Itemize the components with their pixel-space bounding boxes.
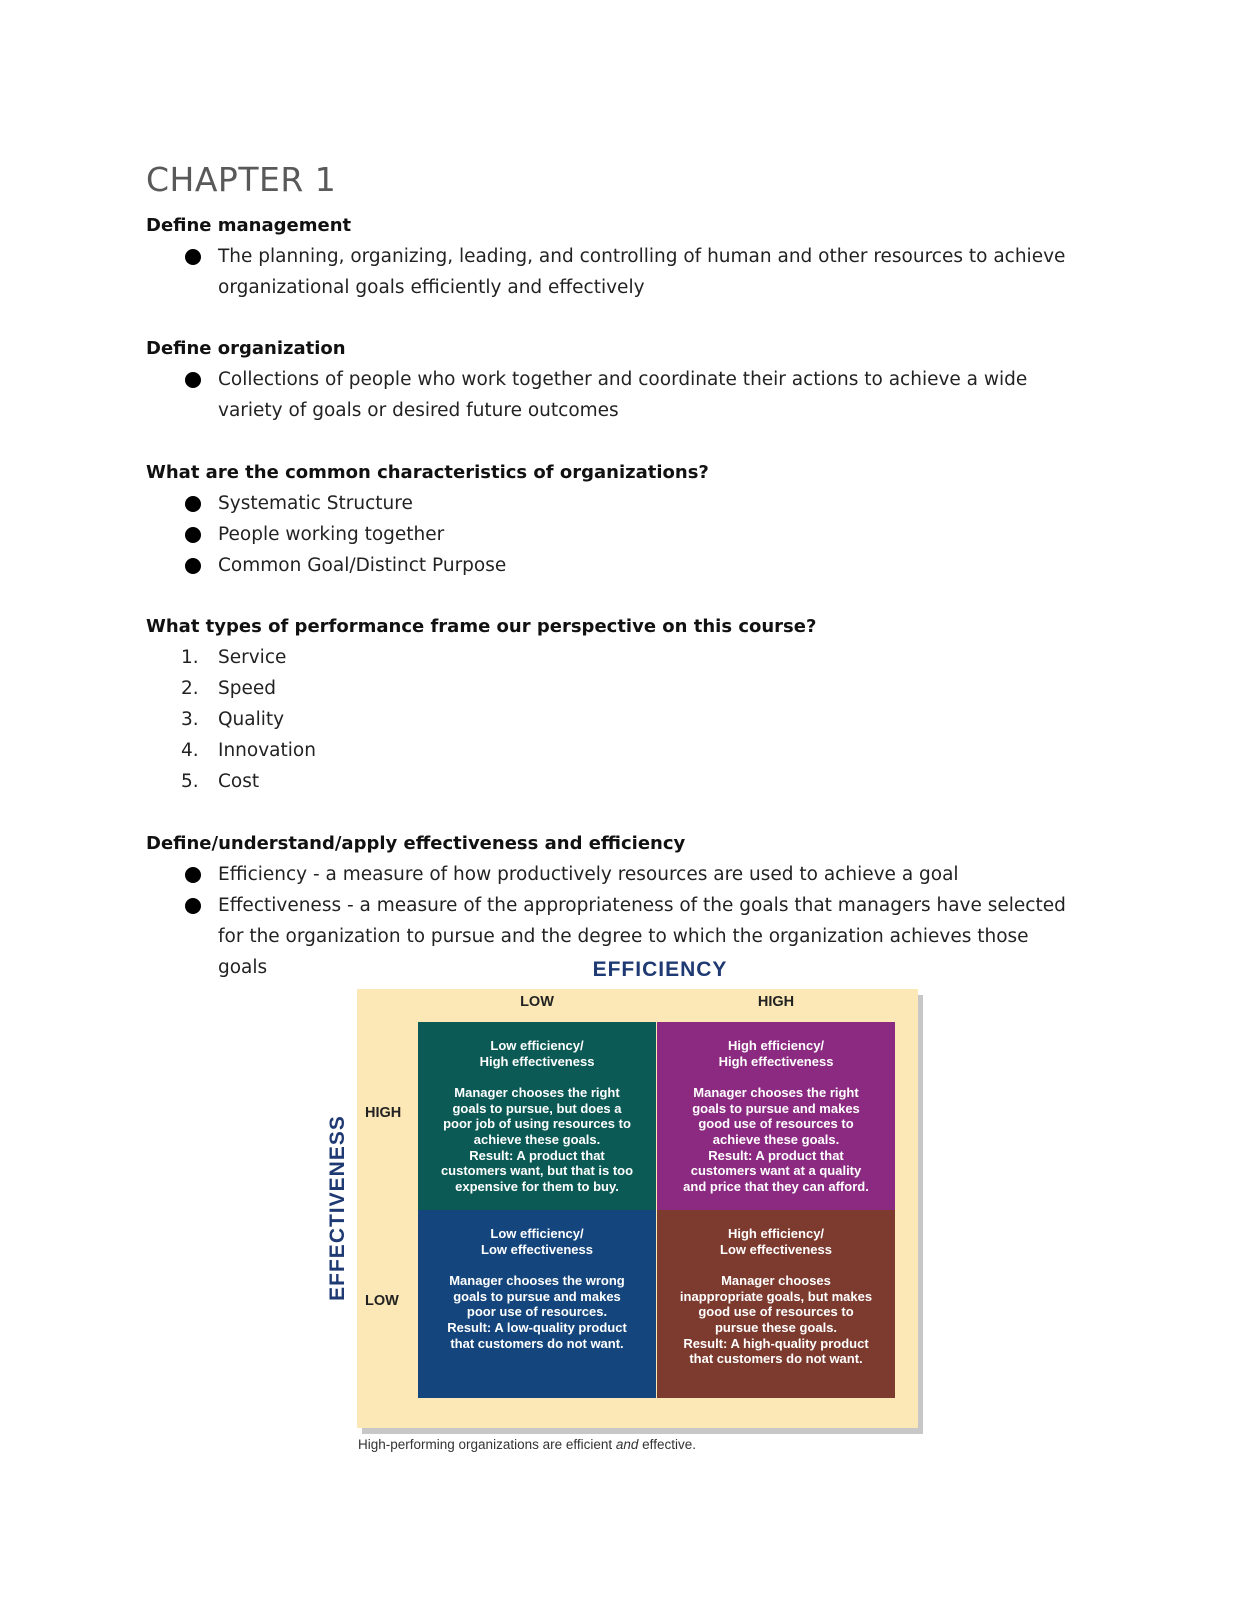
cell-description: Manager chooses the right goals to pursue, but does a poor job of using resources to achieve these goals. Result: A product that customers want, but that is too expensive for them to buy. [440,1085,634,1194]
bullet-icon [185,527,201,543]
cell-high-efficiency-low-effectiveness [657,1210,895,1398]
column-label-low: LOW [520,994,554,1010]
cell-high-efficiency-high-effectiveness [657,1022,895,1210]
section-question: Define management [146,215,352,236]
list-item: 1. Service [146,642,1078,673]
row-label-low: LOW [365,1293,399,1309]
bullet-icon [185,496,201,512]
list-item: The planning, organizing, leading, and controlling of human and other resources to achieve organizational goals efficiently and effectively [146,241,1078,303]
cell-description: Manager chooses the wrong goals to pursue and makes poor use of resources. Result: A low-quality product that customers do not want. [447,1273,627,1351]
row-label-high: HIGH [365,1105,402,1121]
section-question: What types of performance frame our perspective on this course? [146,616,817,637]
list-item: Systematic Structure [146,488,1078,519]
list-item: People working together [146,519,1078,550]
column-label-high: HIGH [757,994,795,1010]
section-question: What are the common characteristics of organizations? [146,462,709,483]
numbered-list [146,642,1078,797]
list-number: 4. [181,740,199,761]
y-axis-title: EFFECTIVENESS [326,1115,349,1301]
list-item: 4. Innovation [146,735,1078,766]
list-item: Common Goal/Distinct Purpose [146,550,1078,581]
bullet-list [146,488,1078,581]
list-item: 5. Cost [146,766,1078,797]
figure-caption: High-performing organizations are efficient and effective. [358,1437,696,1452]
section-question: Define/understand/apply effectiveness and efficiency [146,833,686,854]
cell-heading: High efficiency/ High effectiveness [718,1038,834,1069]
bullet-icon [185,558,201,574]
section-performance-types [146,611,1078,797]
bullet-icon [185,249,201,265]
cell-heading: Low efficiency/ High effectiveness [479,1038,595,1069]
bullet-icon [185,867,201,883]
cell-heading: Low efficiency/ Low effectiveness [481,1226,593,1257]
list-number: 3. [181,709,199,730]
cell-description: Manager chooses inappropriate goals, but makes good use of resources to pursue these goals. Result: A high-quality product that customers do not want. [679,1273,873,1367]
list-item: Efficiency - a measure of how productively resources are used to achieve a goal [146,859,1078,890]
bullet-icon [185,898,201,914]
section-define-management [146,210,1078,303]
bullet-list [146,241,1078,303]
chapter-title: CHAPTER 1 [146,160,337,199]
section-characteristics [146,457,1078,581]
figure-title: EFFICIENCY [592,958,728,981]
list-number: 5. [181,771,199,792]
list-number: 2. [181,678,199,699]
bullet-icon [185,372,201,388]
cell-low-efficiency-low-effectiveness [418,1210,656,1398]
section-define-organization [146,333,1078,426]
cell-low-efficiency-high-effectiveness [418,1022,656,1210]
list-item: Collections of people who work together and coordinate their actions to achieve a wide variety of goals or desired future outcomes [146,364,1078,426]
list-number: 1. [181,647,199,668]
cell-description: Manager chooses the right goals to pursue and makes good use of resources to achieve these goals. Result: A product that customers want at a quality and price that they can afford. [683,1085,869,1194]
section-question: Define organization [146,338,346,359]
bullet-list [146,364,1078,426]
list-item: 2. Speed [146,673,1078,704]
cell-heading: High efficiency/ Low effectiveness [720,1226,832,1257]
list-item: 3. Quality [146,704,1078,735]
list-item: Effectiveness - a measure of the appropriateness of the goals that managers have selected for the organization to pursue and the degree to which the organization achieves those goals [146,890,1078,983]
